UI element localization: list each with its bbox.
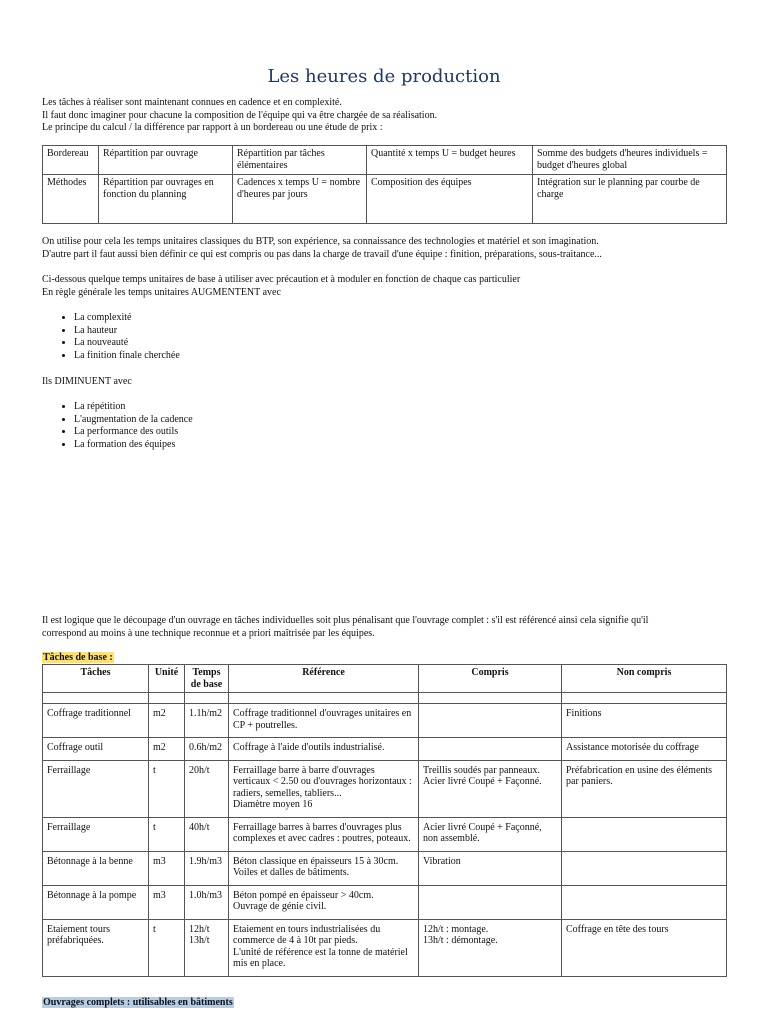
table-cell: Coffrage outil	[43, 738, 149, 761]
table-cell: Somme des budgets d'heures individuels = budget d'heures global	[533, 146, 727, 175]
ouvrages-heading: Ouvrages complets : utilisables en bâtiments	[43, 997, 233, 1008]
text-line: Les tâches à réaliser sont maintenant connues en cadence et en complexité.	[42, 97, 342, 108]
table-cell	[419, 704, 562, 738]
text-line: D'autre part il faut aussi bien définir ce qui est compris ou pas dans la charge de travail d'une équipe : finition, préparations, sous-traitance...	[42, 248, 602, 260]
text-line: Il faut donc imaginer pour chacune la composition de l'équipe qui va être chargée de sa réalisation.	[42, 109, 438, 121]
table-cell: Ferraillage	[43, 817, 149, 851]
table-cell: t	[149, 919, 185, 976]
table-cell: Cadences x temps U = nombre d'heures par jours	[233, 175, 367, 224]
table-row	[43, 738, 727, 761]
table-cell	[149, 693, 185, 704]
table-cell: m2	[149, 738, 185, 761]
table-cell: Méthodes	[43, 175, 99, 224]
table-row	[43, 704, 727, 738]
table-cell: m2	[149, 704, 185, 738]
table-cell: Finitions	[562, 704, 727, 738]
table-cell: Répartition par ouvrage	[99, 146, 233, 175]
table-cell: Vibration	[419, 851, 562, 885]
table-cell	[43, 693, 149, 704]
table-cell: 1.9h/m3	[185, 851, 229, 885]
table-cell: Quantité x temps U = budget heures	[367, 146, 533, 175]
table-cell: m3	[149, 885, 185, 919]
table-cell	[419, 885, 562, 919]
taches-heading: Tâches de base :	[43, 652, 113, 663]
methods-paragraph	[42, 236, 602, 261]
table-row	[43, 919, 727, 976]
column-header: Temps de base	[185, 665, 229, 693]
text-line: En règle générale les temps unitaires AUGMENTENT avec	[42, 286, 281, 298]
table-cell: Bordereau	[43, 146, 99, 175]
table-cell: Bétonnage à la benne	[43, 851, 149, 885]
table-cell: 20h/t	[185, 760, 229, 817]
table-cell: Coffrage traditionnel d'ouvrages unitaires en CP + poutrelles.	[229, 704, 419, 738]
list-item: • La répétition	[74, 401, 193, 414]
column-header: Référence	[229, 665, 419, 693]
list-item: • La nouveauté	[74, 337, 180, 350]
table-row	[43, 146, 727, 175]
table-cell: Etaiement tours préfabriquées.	[43, 919, 149, 976]
page-title: Les heures de production	[267, 66, 501, 87]
empty-row	[43, 693, 727, 704]
text-line: Ci-dessous quelque temps unitaires de base à utiliser avec précaution et à moduler en fonction de chaque cas particulier	[42, 274, 521, 285]
unit-times-table	[42, 664, 727, 977]
table-cell: Ferraillage	[43, 760, 149, 817]
column-header: Non compris	[562, 665, 727, 693]
table-row	[43, 760, 727, 817]
diminuent-label	[42, 376, 132, 389]
table-cell: Intégration sur le planning par courbe de charge	[533, 175, 727, 224]
table-cell	[562, 817, 727, 851]
list-item: • La performance des outils	[74, 426, 193, 439]
list-item: • La finition finale cherchée	[74, 350, 180, 363]
table-row	[43, 851, 727, 885]
augmentent-list	[56, 312, 180, 363]
table-cell	[419, 693, 562, 704]
table-cell: Béton pompé en épaisseur > 40cm. Ouvrage de génie civil.	[229, 885, 419, 919]
comparison-table	[42, 145, 727, 224]
text-line: Ils DIMINUENT avec	[42, 376, 132, 387]
table-cell: m3	[149, 851, 185, 885]
table-cell: 1.0h/m3	[185, 885, 229, 919]
intro-paragraph	[42, 97, 437, 135]
table-cell	[229, 693, 419, 704]
text-line: On utilise pour cela les temps unitaires classiques du BTP, son expérience, sa connaissance des technologies et matériel et son imagination.	[42, 236, 599, 247]
table-cell	[185, 693, 229, 704]
table-cell: Composition des équipes	[367, 175, 533, 224]
table-cell: Coffrage traditionnel	[43, 704, 149, 738]
table-cell: Ferraillage barre à barre d'ouvrages verticaux < 2.50 ou d'ouvrages horizontaux : radiers, semelles, tabliers... Diamètre moyen 16	[229, 760, 419, 817]
table-cell: Ferraillage barres à barres d'ouvrages plus complexes et avec cadres : poutres, poteaux.	[229, 817, 419, 851]
unit-times-paragraph	[42, 274, 520, 299]
table-header-row	[43, 665, 727, 693]
table-row	[43, 885, 727, 919]
table-cell: 12h/t 13h/t	[185, 919, 229, 976]
table-row	[43, 175, 727, 224]
table-cell	[562, 851, 727, 885]
table-cell	[419, 738, 562, 761]
decoupage-paragraph	[42, 615, 648, 640]
table-cell: Coffrage en tête des tours	[562, 919, 727, 976]
text-line: Le principe du calcul / la différence par rapport à un bordereau ou une étude de prix :	[42, 122, 383, 133]
column-header: Tâches	[43, 665, 149, 693]
table-cell: t	[149, 817, 185, 851]
table-cell: 40h/t	[185, 817, 229, 851]
table-cell: Bétonnage à la pompe	[43, 885, 149, 919]
table-row	[43, 817, 727, 851]
table-cell: 12h/t : montage. 13h/t : démontage.	[419, 919, 562, 976]
list-item: • La hauteur	[74, 325, 180, 338]
text-line: correspond au moins à une technique reconnue et a priori maîtrisée par les équipes.	[42, 627, 375, 639]
list-item: • La complexité	[74, 312, 180, 325]
list-item: • La formation des équipes	[74, 439, 193, 452]
table-cell: Répartition par tâches élémentaires	[233, 146, 367, 175]
column-header: Compris	[419, 665, 562, 693]
table-cell: Etaiement en tours industrialisées du commerce de 4 à 10t par pieds. L'unité de référence est la tonne de matériel mis en place.	[229, 919, 419, 976]
table-cell: Assistance motorisée du coffrage	[562, 738, 727, 761]
table-cell: Treillis soudés par panneaux. Acier livré Coupé + Façonné.	[419, 760, 562, 817]
table-cell: Répartition par ouvrages en fonction du planning	[99, 175, 233, 224]
table-cell: t	[149, 760, 185, 817]
table-cell: 0.6h/m2	[185, 738, 229, 761]
table-cell: Béton classique en épaisseurs 15 à 30cm. Voiles et dalles de bâtiments.	[229, 851, 419, 885]
table-cell	[562, 693, 727, 704]
text-line: Il est logique que le découpage d'un ouvrage en tâches individuelles soit plus pénalisant que l'ouvrage complet : s'il est référencé ainsi cela signifie qu'il	[42, 615, 649, 626]
table-cell: Coffrage à l'aide d'outils industrialisé.	[229, 738, 419, 761]
list-item: • L'augmentation de la cadence	[74, 414, 193, 427]
column-header: Unité	[149, 665, 185, 693]
table-cell: 1.1h/m2	[185, 704, 229, 738]
table-cell	[562, 885, 727, 919]
diminuent-list	[56, 401, 193, 452]
table-cell: Acier livré Coupé + Façonné, non assemblé.	[419, 817, 562, 851]
table-cell: Préfabrication en usine des éléments par paniers.	[562, 760, 727, 817]
